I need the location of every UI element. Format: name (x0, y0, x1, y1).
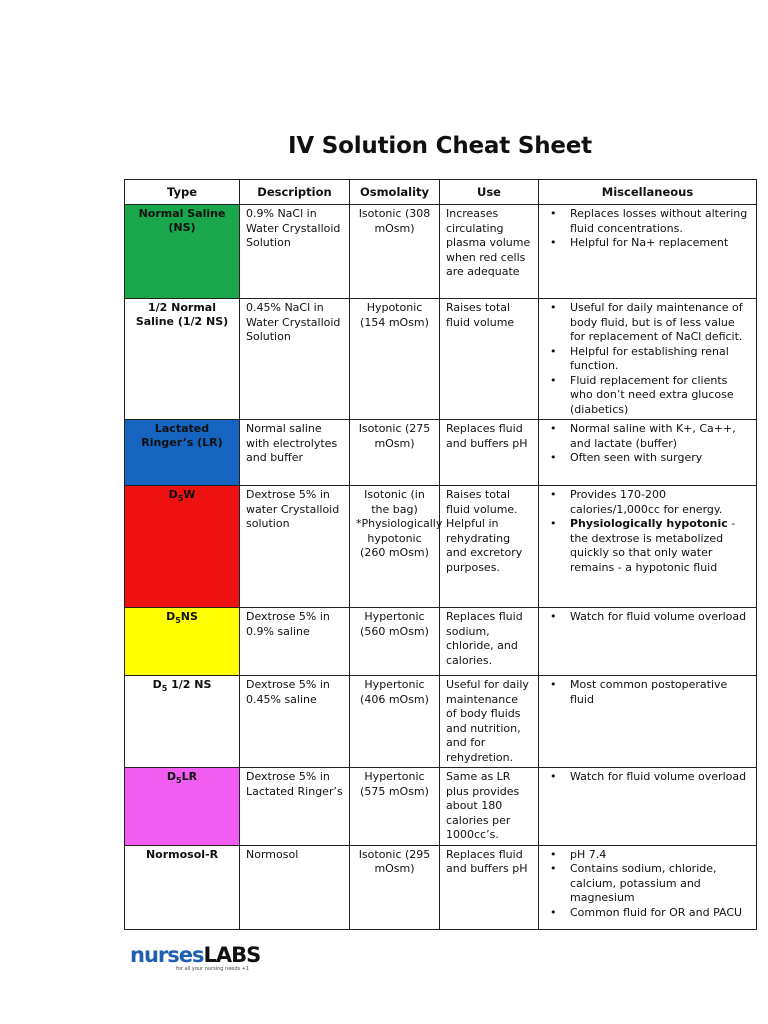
misc-bold-text: Physiologically hypotonic (570, 517, 728, 530)
type-cell (125, 608, 240, 676)
use-cell: Raises total fluid volume. Helpful in rehydrating and excretory purposes. (440, 486, 539, 608)
miscellaneous-cell (539, 420, 757, 486)
use-cell: Useful for daily maintenance of body fluids and nutrition, and for rehydretion. (440, 676, 539, 768)
type-subscript: 5 (175, 616, 181, 626)
bullet-icon: • (550, 770, 557, 783)
misc-text: Most common postoperative fluid (570, 678, 728, 706)
type-cell (125, 845, 240, 929)
osmolality-cell: Isotonic (308 mOsm) (350, 205, 440, 299)
header-miscellaneous: Miscellaneous (539, 180, 757, 205)
osmolality-cell: Hypertonic (575 mOsm) (350, 768, 440, 846)
type-label: D (166, 610, 176, 623)
table-row (125, 768, 757, 846)
misc-list (545, 422, 750, 466)
bullet-icon: • (550, 678, 557, 691)
bullet-icon: • (550, 207, 557, 220)
miscellaneous-cell (539, 205, 757, 299)
misc-list (545, 301, 750, 417)
description-cell: Dextrose 5% in Lactated Ringer’s (240, 768, 350, 846)
description-cell: Dextrose 5% in 0.45% saline (240, 676, 350, 768)
bullet-icon: • (550, 373, 557, 387)
misc-text: Common fluid for OR and PACU (570, 905, 743, 919)
osmolality-cell: Hypertonic (560 mOsm) (350, 608, 440, 676)
type-cell (125, 676, 240, 768)
type-label: Normal Saline (NS) (138, 207, 226, 234)
logo-urses: urses (143, 943, 204, 967)
type-label: D (152, 678, 162, 691)
use-cell: Replaces fluid and buffers pH (440, 420, 539, 486)
description-cell: Normal saline with electrolytes and buffer (240, 420, 350, 486)
misc-list-item (545, 451, 750, 466)
misc-text: Watch for fluid volume overload (570, 770, 747, 783)
use-cell: Raises total fluid volume (440, 299, 539, 420)
type-subscript: 5 (176, 776, 182, 786)
bullet-icon: • (550, 847, 557, 861)
type-label: D (168, 488, 178, 501)
osmolality-cell: Isotonic (in the bag) *Physiologically hypotonic (260 mOsm) (350, 486, 440, 608)
logo-n: n (130, 943, 144, 967)
misc-text: Helpful for establishing renal function. (570, 344, 729, 372)
type-cell (125, 768, 240, 846)
miscellaneous-cell (539, 768, 757, 846)
bullet-icon: • (550, 610, 557, 623)
bullet-icon: • (550, 862, 557, 875)
misc-list-item (545, 610, 750, 625)
bullet-icon: • (550, 422, 557, 435)
use-cell: Increases circulating plasma volume when red cells are adequate (440, 205, 539, 299)
table-row (125, 299, 757, 420)
misc-text: Fluid replacement for clients who don’t need extra glucose (diabetics) (570, 373, 734, 416)
misc-text: Normal saline with K+, Ca++, and lactate (buffer) (570, 422, 736, 450)
page-title: IV Solution Cheat Sheet (288, 133, 592, 159)
bullet-icon: • (550, 301, 557, 314)
misc-list-item (545, 862, 750, 906)
table-row (125, 420, 757, 486)
misc-list (545, 488, 750, 575)
miscellaneous-cell (539, 608, 757, 676)
misc-list-item (545, 422, 750, 451)
misc-list-item (545, 236, 750, 251)
use-cell: Same as LR plus provides about 180 calories per 1000cc’s. (440, 768, 539, 846)
logo-tagline: for all your nursing needs +1 (176, 966, 250, 972)
type-label: D (166, 770, 177, 783)
misc-list-item (545, 678, 750, 707)
type-label: Lactated Ringer’s (LR) (141, 422, 223, 449)
bullet-icon: • (550, 451, 557, 464)
misc-list-item (545, 374, 750, 418)
misc-text: Useful for daily maintenance of body fluid, but is of less value for replacement of NaCl deficit. (570, 301, 743, 343)
header-type: Type (125, 180, 240, 205)
header-use: Use (440, 180, 539, 205)
type-cell (125, 299, 240, 420)
type-subscript: 5 (177, 494, 184, 504)
table-row (125, 676, 757, 768)
miscellaneous-cell (539, 486, 757, 608)
logo-labs: LABS (203, 943, 261, 967)
osmolality-cell: Isotonic (295 mOsm) (350, 845, 440, 929)
table-header-row (125, 180, 757, 205)
use-cell: Replaces fluid sodium, chloride, and calories. (440, 608, 539, 676)
misc-list (545, 848, 750, 921)
osmolality-cell: Hypotonic (154 mOsm) (350, 299, 440, 420)
type-cell (125, 486, 240, 608)
misc-list-item (545, 517, 750, 575)
type-label-tail: NS (180, 610, 198, 623)
misc-list-item (545, 848, 750, 863)
type-cell (125, 420, 240, 486)
header-osmolality: Osmolality (350, 180, 440, 205)
misc-text: Helpful for Na+ replacement (570, 236, 729, 249)
nurseslabs-logo (130, 943, 261, 976)
table-row (125, 205, 757, 299)
table-row (125, 608, 757, 676)
misc-text: Watch for fluid volume overload (570, 610, 747, 623)
osmolality-cell: Hypertonic (406 mOsm) (350, 676, 440, 768)
type-label-tail: LR (181, 770, 198, 783)
type-subscript: 5 (161, 684, 168, 694)
type-label: Normosol-R (145, 847, 219, 861)
table-row (125, 486, 757, 608)
description-cell: Dextrose 5% in water Crystalloid solution (240, 486, 350, 608)
misc-list (545, 207, 750, 251)
logo-wordmark (130, 943, 261, 967)
header-description: Description (240, 180, 350, 205)
misc-list-item (545, 906, 750, 921)
misc-list-item (545, 488, 750, 517)
bullet-icon: • (550, 517, 557, 530)
miscellaneous-cell (539, 299, 757, 420)
bullet-icon: • (550, 344, 557, 358)
misc-list (545, 770, 750, 785)
type-cell (125, 205, 240, 299)
misc-text: Contains sodium, chloride, calcium, potassium and magnesium (570, 862, 717, 904)
misc-list-item (545, 770, 750, 785)
misc-text: Provides 170-200 calories/1,000cc for energy. (570, 488, 723, 516)
use-cell: Replaces fluid and buffers pH (440, 845, 539, 929)
misc-text: Replaces losses without altering fluid concentrations. (570, 207, 748, 235)
description-cell: 0.45% NaCl in Water Crystalloid Solution (240, 299, 350, 420)
type-label-tail: W (183, 488, 196, 501)
osmolality-cell: Isotonic (275 mOsm) (350, 420, 440, 486)
misc-text: - the dextrose is metabolized quickly so that only water remains - a hypotonic fluid (570, 517, 736, 574)
description-cell: Dextrose 5% in 0.9% saline (240, 608, 350, 676)
table-row (125, 845, 757, 929)
table-body (125, 205, 757, 930)
miscellaneous-cell (539, 845, 757, 929)
misc-list-item (545, 301, 750, 345)
bullet-icon: • (550, 905, 557, 919)
type-label: 1/2 Normal Saline (1/2 NS) (135, 301, 229, 328)
misc-list (545, 610, 750, 625)
miscellaneous-cell (539, 676, 757, 768)
bullet-icon: • (550, 236, 557, 249)
misc-list (545, 678, 750, 707)
bullet-icon: • (550, 488, 557, 501)
iv-solution-table (124, 179, 757, 930)
misc-list-item (545, 345, 750, 374)
misc-text: Often seen with surgery (570, 451, 703, 464)
description-cell: Normosol (240, 845, 350, 929)
description-cell: 0.9% NaCl in Water Crystalloid Solution (240, 205, 350, 299)
type-label-tail: 1/2 NS (167, 678, 212, 691)
misc-list-item (545, 207, 750, 236)
misc-text: pH 7.4 (570, 847, 607, 861)
